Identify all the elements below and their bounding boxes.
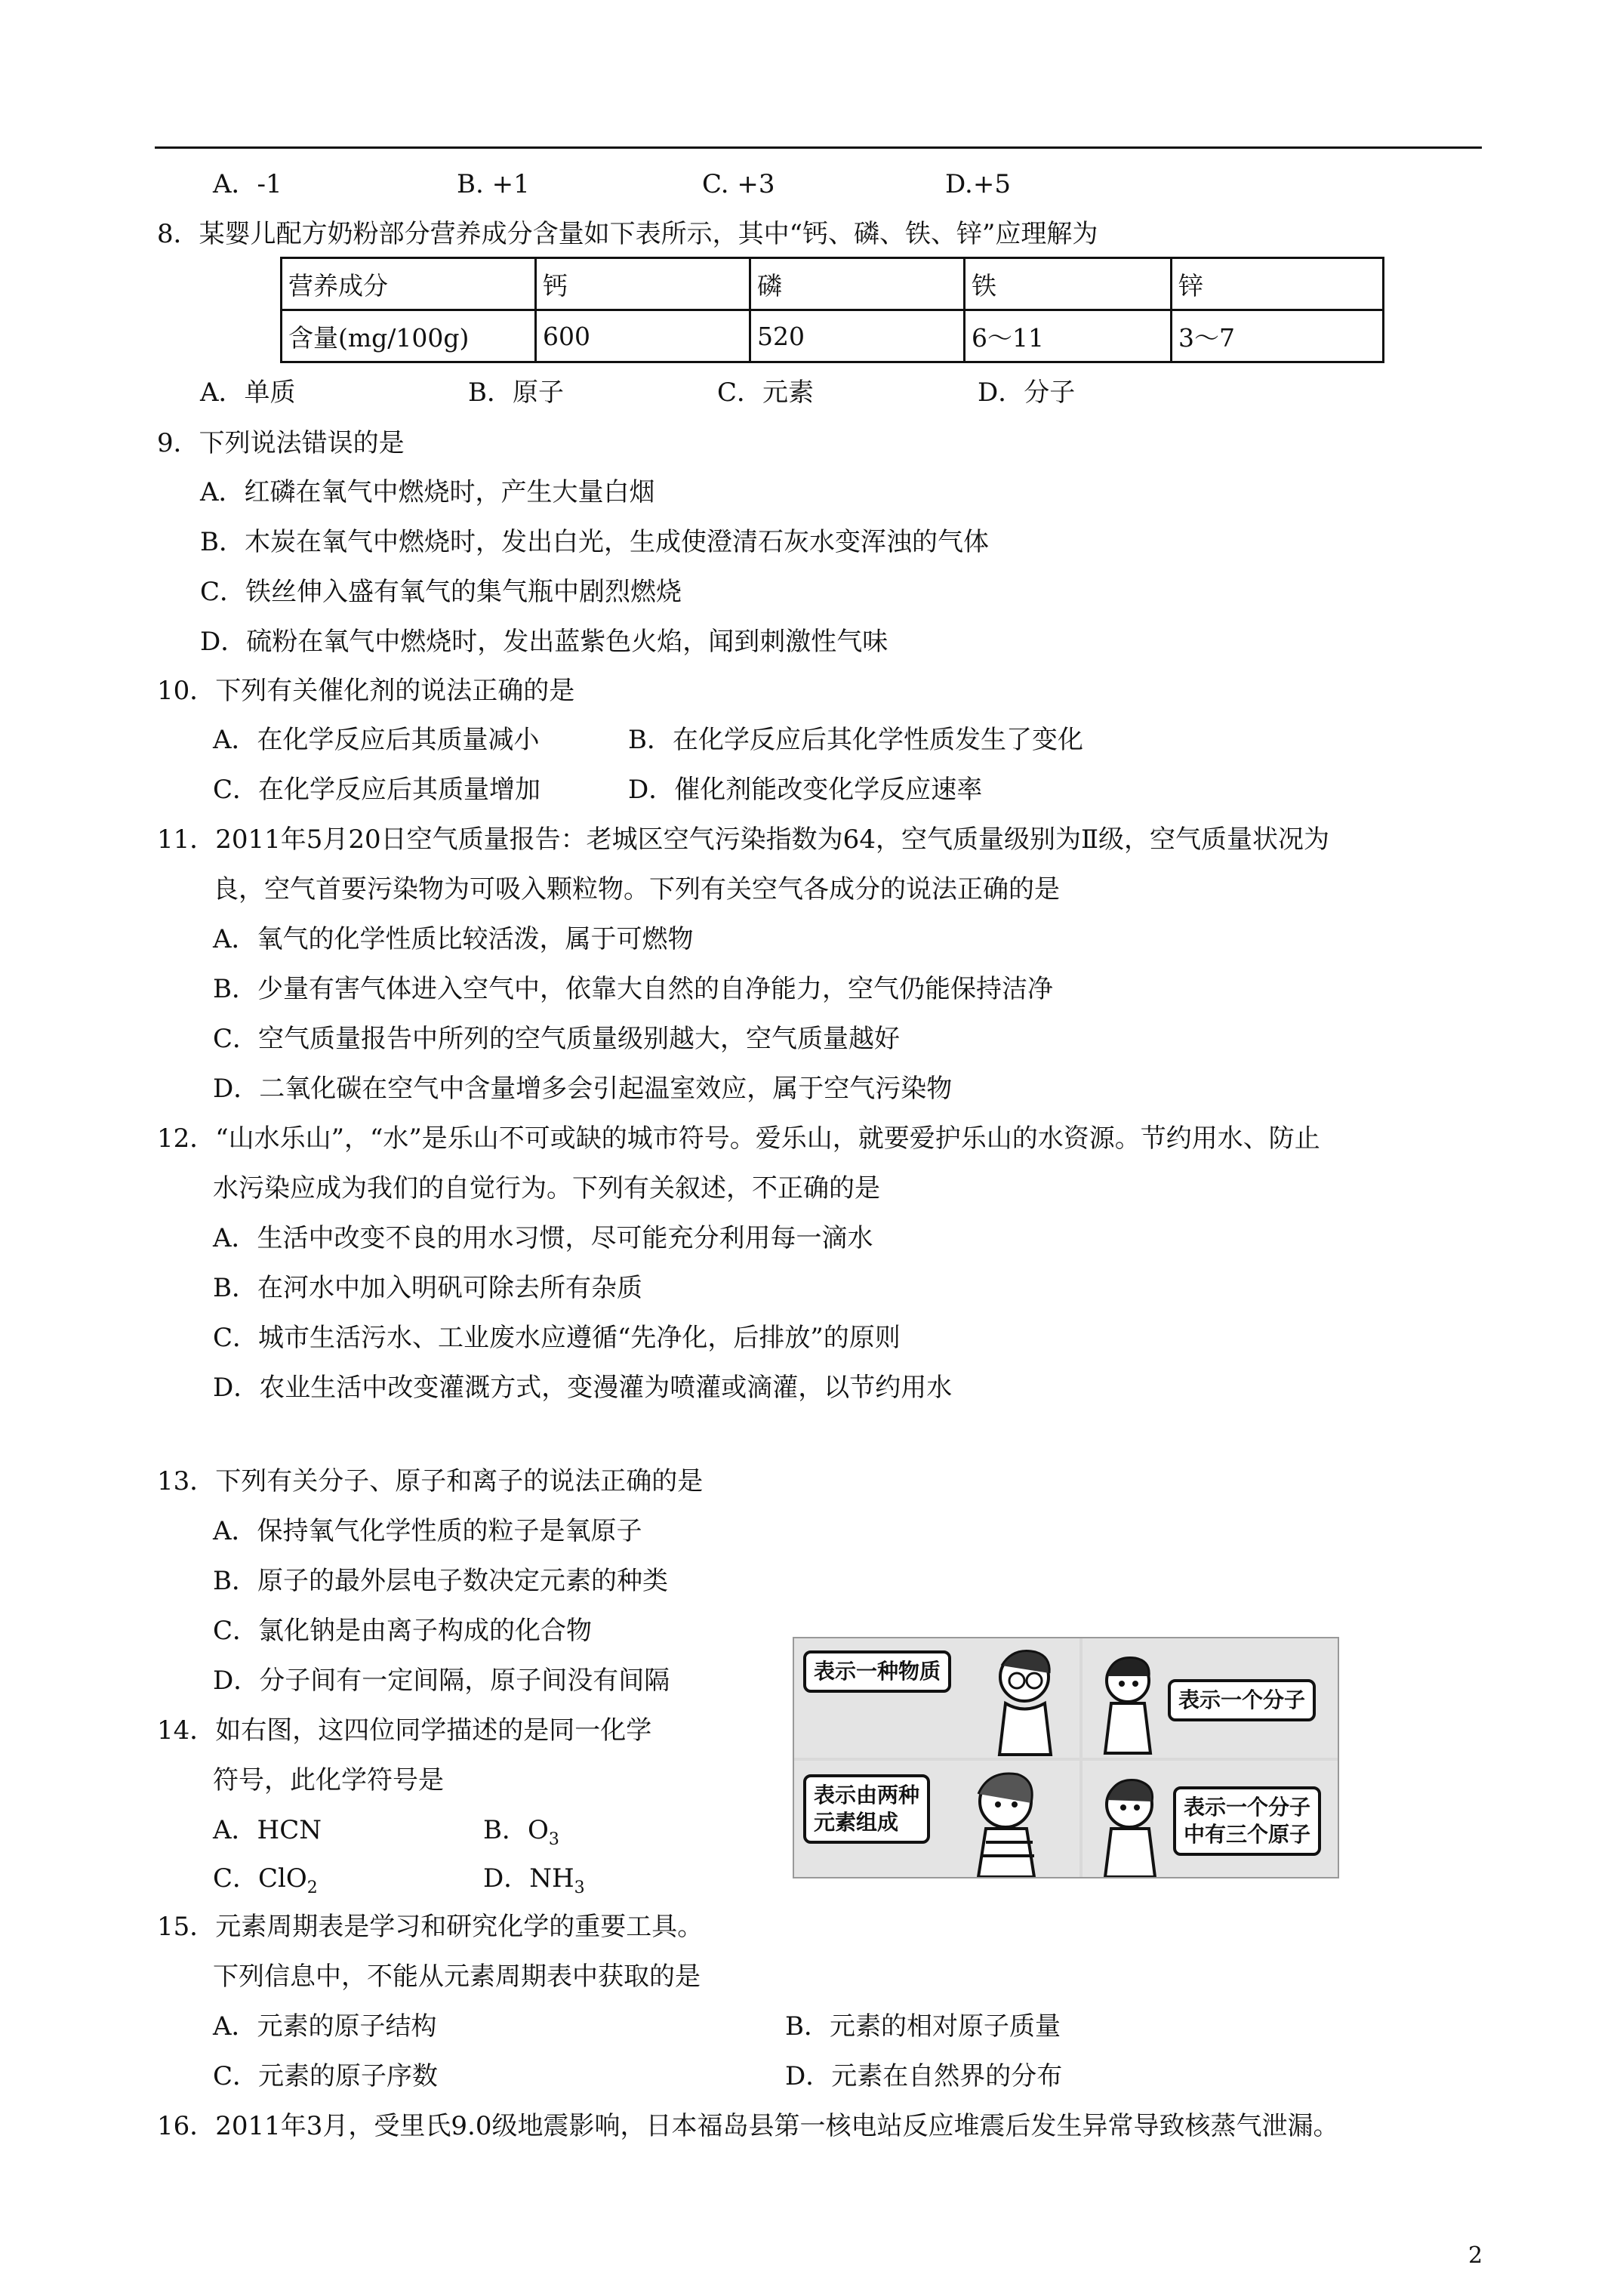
q14-option-b <box>483 1814 559 1857</box>
q12-option-c: C．城市生活污水、工业废水应遵循“先净化，后排放”的原则 <box>213 1323 901 1353</box>
q15-stem-line1: 15．元素周期表是学习和研究化学的重要工具。 <box>157 1912 704 1942</box>
speech-bubble: 表示一个分子 <box>1168 1679 1316 1721</box>
q14-option-c-text: C．ClO <box>213 1863 307 1894</box>
q15-option-d: D．元素在自然界的分布 <box>785 2061 1063 2091</box>
table-cell: 营养成分 <box>282 258 536 310</box>
q13-option-c: C．氯化钠是由离子构成的化合物 <box>213 1616 593 1646</box>
q12-stem-line1: 12．“山水乐山”，“水”是乐山不可或缺的城市符号。爱乐山，就要爱护乐山的水资源。节约用水、防止 <box>157 1123 1320 1154</box>
q14-option-b-text: B．O <box>483 1815 549 1845</box>
q13-option-b: B．原子的最外层电子数决定元素的种类 <box>213 1566 668 1596</box>
speech-bubble: 表示一个分子 中有三个原子 <box>1173 1786 1321 1856</box>
q12-option-b: B．在河水中加入明矾可除去所有杂质 <box>213 1273 642 1303</box>
q11-option-a: A．氧气的化学性质比较活泼，属于可燃物 <box>213 924 694 954</box>
q11-stem-line1: 11．2011年5月20日空气质量报告：老城区空气污染指数为64，空气质量级别为Ⅱ级，空气质量状况为 <box>157 824 1330 855</box>
table-cell: 600 <box>536 310 750 362</box>
q10-option-c: C．在化学反应后其质量增加 <box>213 775 541 805</box>
q14-option-c <box>213 1862 318 1905</box>
q14-cartoon-figure <box>793 1637 1339 1878</box>
q12-stem-line2: 水污染应成为我们的自觉行为。下列有关叙述，不正确的是 <box>213 1173 880 1203</box>
table-row <box>282 258 1384 310</box>
q8-stem: 8．某婴儿配方奶粉部分营养成分含量如下表所示，其中“钙、磷、铁、锌”应理解为 <box>157 219 1098 249</box>
q15-option-c: C．元素的原子序数 <box>213 2061 439 2091</box>
q16-stem: 16．2011年3月，受里氏9.0级地震影响，日本福岛县第一核电站反应堆震后发生异常导致核蒸气泄漏。 <box>157 2111 1339 2141</box>
q11-option-d: D．二氧化碳在空气中含量增多会引起温室效应，属于空气污染物 <box>213 1074 953 1104</box>
table-cell: 磷 <box>750 258 965 310</box>
student-figure-icon <box>1090 1649 1166 1755</box>
q14-stem-line2: 符号，此化学符号是 <box>213 1765 444 1795</box>
q9-option-a: A．红磷在氧气中燃烧时，产生大量白烟 <box>200 477 655 507</box>
q11-stem-line2: 良，空气首要污染物为可吸入颗粒物。下列有关空气各成分的说法正确的是 <box>213 874 1060 905</box>
q12-option-a: A．生活中改变不良的用水习惯，尽可能充分利用每一滴水 <box>213 1223 873 1253</box>
q7-option-b: B. +1 <box>457 169 530 199</box>
speech-bubble: 表示由两种 元素组成 <box>803 1774 930 1844</box>
q8-option-a: A．单质 <box>200 378 296 408</box>
q9-option-d: D．硫粉在氧气中燃烧时，发出蓝紫色火焰，闻到刺激性气味 <box>200 627 888 657</box>
table-cell: 锌 <box>1172 258 1384 310</box>
q14-stem-line1: 14．如右图，这四位同学描述的是同一化学 <box>157 1715 652 1746</box>
q10-option-d: D．催化剂能改变化学反应速率 <box>628 775 983 805</box>
table-cell: 6～11 <box>965 310 1172 362</box>
header-rule <box>155 146 1482 149</box>
q15-option-a: A．元素的原子结构 <box>213 2011 437 2042</box>
q7-option-c: C. +3 <box>702 169 775 199</box>
table-cell: 铁 <box>965 258 1172 310</box>
q8-option-d: D．分子 <box>978 378 1076 408</box>
q15-option-b: B．元素的相对原子质量 <box>785 2011 1061 2042</box>
q8-option-b: B．原子 <box>468 378 564 408</box>
q10-option-a: A．在化学反应后其质量减小 <box>213 725 540 755</box>
q14-option-a: A．HCN <box>213 1815 322 1845</box>
student-figure-icon <box>1090 1771 1173 1877</box>
q14-option-b-sub: 3 <box>548 1829 559 1849</box>
speech-bubble: 表示一种物质 <box>803 1650 951 1693</box>
q11-option-b: B．少量有害气体进入空气中，依靠大自然的自净能力，空气仍能保持洁净 <box>213 974 1053 1004</box>
q12-option-d: D．农业生活中改变灌溉方式，变漫灌为喷灌或滴灌，以节约用水 <box>213 1373 953 1403</box>
q13-stem: 13．下列有关分子、原子和离子的说法正确的是 <box>157 1466 704 1496</box>
nutrition-table <box>280 257 1384 363</box>
q7-option-a: A．-1 <box>213 169 282 199</box>
q10-stem: 10．下列有关催化剂的说法正确的是 <box>157 676 575 706</box>
q15-stem-line2: 下列信息中，不能从元素周期表中获取的是 <box>213 1962 701 1992</box>
q9-stem: 9．下列说法错误的是 <box>157 428 405 458</box>
table-cell: 520 <box>750 310 965 362</box>
q14-option-d-text: D．NH <box>483 1863 574 1894</box>
q10-option-b: B．在化学反应后其化学性质发生了变化 <box>628 725 1083 755</box>
q9-option-b: B．木炭在氧气中燃烧时，发出白光，生成使澄清石灰水变浑浊的气体 <box>200 527 989 557</box>
q13-option-d: D．分子间有一定间隔，原子间没有间隔 <box>213 1666 670 1696</box>
table-cell: 钙 <box>536 258 750 310</box>
student-figure-icon <box>959 1764 1057 1877</box>
table-cell: 3～7 <box>1172 310 1384 362</box>
q14-option-d <box>483 1862 585 1905</box>
q9-option-c: C．铁丝伸入盛有氧气的集气瓶中剧烈燃烧 <box>200 577 682 607</box>
table-row <box>282 310 1384 362</box>
student-figure-icon <box>983 1643 1073 1756</box>
q8-option-c: C．元素 <box>717 378 815 408</box>
page-number: 2 <box>1468 2242 1483 2269</box>
q14-option-d-sub: 3 <box>574 1878 585 1897</box>
q7-option-d: D.+5 <box>945 169 1011 199</box>
q13-option-a: A．保持氧气化学性质的粒子是氧原子 <box>213 1516 642 1546</box>
q14-option-c-sub: 2 <box>306 1878 318 1897</box>
table-cell: 含量(mg/100g) <box>282 310 536 362</box>
q11-option-c: C．空气质量报告中所列的空气质量级别越大，空气质量越好 <box>213 1024 901 1054</box>
